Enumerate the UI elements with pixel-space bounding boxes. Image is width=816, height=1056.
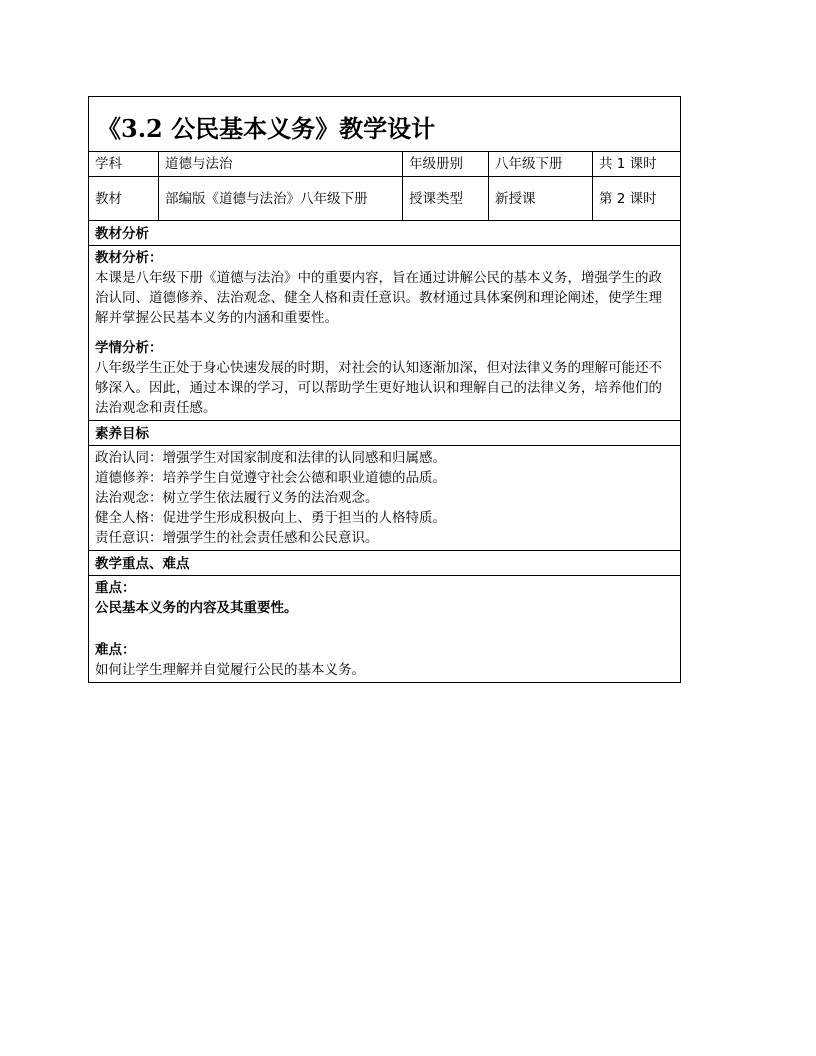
- student-analysis-text: 八年级学生正处于身心快速发展的时期，对社会的认知逐渐加深，但对法律义务的理解可能还不够深入。因此，通过本课的学习，可以帮助学生更好地认识和理解自己的法律义务，培养他们的法治观念和责任感。: [95, 360, 662, 416]
- material-analysis-title: 教材分析：: [95, 250, 163, 266]
- goal-item: 道德修养：培养学生自觉遵守社会公德和职业道德的品质。: [95, 470, 446, 486]
- subject-label: 学科: [89, 152, 159, 177]
- goal-item: 政治认同：增强学生对国家制度和法律的认同感和归属感。: [95, 450, 446, 466]
- lesson-plan-document: [88, 96, 680, 683]
- goal-item: 法治观念：树立学生依法履行义务的法治观念。: [95, 490, 379, 506]
- focus-title: 重点：: [95, 580, 136, 596]
- grade-value: 八年级下册: [489, 152, 593, 177]
- textbook-value: 部编版《道德与法治》八年级下册: [159, 177, 403, 221]
- textbook-label: 教材: [89, 177, 159, 221]
- goal-item: 责任意识：增强学生的社会责任感和公民意识。: [95, 530, 379, 546]
- spacer: [95, 618, 674, 640]
- goals-body: [89, 446, 681, 551]
- difficulty-title: 难点：: [95, 642, 136, 658]
- subject-value: 道德与法治: [159, 152, 403, 177]
- title-cell: [89, 97, 681, 152]
- difficulty-text: 如何让学生理解并自觉履行公民的基本义务。: [95, 662, 365, 678]
- spacer: [95, 328, 674, 338]
- analysis-heading: 教材分析: [89, 221, 681, 246]
- focus-text: 公民基本义务的内容及其重要性。: [95, 600, 298, 616]
- lesson-type-label: 授课类型: [403, 177, 489, 221]
- student-analysis-title: 学情分析：: [95, 340, 163, 356]
- lesson-number: 第 2 课时: [593, 177, 681, 221]
- key-points-body: [89, 576, 681, 683]
- goal-item: 健全人格：促进学生形成积极向上、勇于担当的人格特质。: [95, 510, 446, 526]
- lesson-plan-table: [88, 96, 681, 683]
- total-hours: 共 1 课时: [593, 152, 681, 177]
- grade-label: 年级册别: [403, 152, 489, 177]
- document-title: 《3.2 公民基本义务》教学设计: [97, 114, 436, 143]
- lesson-type-value: 新授课: [489, 177, 593, 221]
- key-points-heading: 教学重点、难点: [89, 551, 681, 576]
- goals-heading: 素养目标: [89, 421, 681, 446]
- material-analysis-text: 本课是八年级下册《道德与法治》中的重要内容，旨在通过讲解公民的基本义务，增强学生的政治认同、道德修养、法治观念、健全人格和责任意识。教材通过具体案例和理论阐述，使学生理解并掌握公民基本义务的内涵和重要性。: [95, 270, 662, 326]
- analysis-body: [89, 246, 681, 421]
